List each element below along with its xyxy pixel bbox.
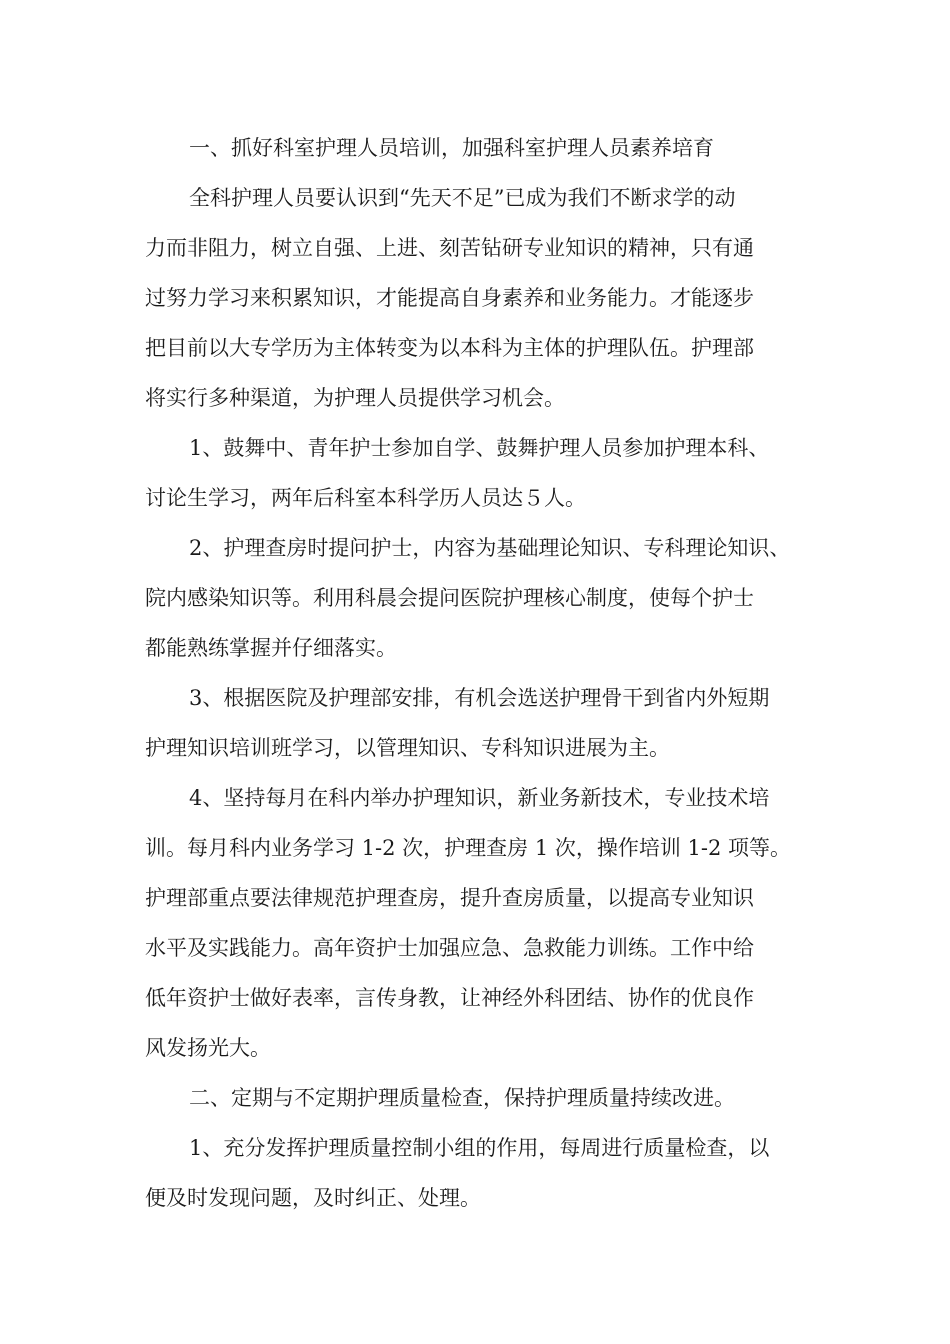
paragraph-line: 风发扬光大。 bbox=[145, 1036, 271, 1060]
list-item-1: 1、鼓舞中、青年护士参加自学、鼓舞护理人员参加护理本科、 bbox=[189, 436, 770, 460]
list-item-3: 3、根据医院及护理部安排，有机会选送护理骨干到省内外短期 bbox=[189, 686, 770, 710]
paragraph-line: 把目前以大专学历为主体转变为以本科为主体的护理队伍。护理部 bbox=[145, 336, 754, 360]
paragraph-line: 讨论生学习，两年后科室本科学历人员达５人。 bbox=[145, 486, 586, 510]
paragraph-line: 护理部重点要法律规范护理查房，提升查房质量，以提高专业知识 bbox=[145, 886, 754, 910]
paragraph-line: 将实行多种渠道，为护理人员提供学习机会。 bbox=[145, 386, 565, 410]
paragraph-line: 护理知识培训班学习，以管理知识、专科知识进展为主。 bbox=[145, 736, 670, 760]
paragraph-line: 力而非阻力，树立自强、上进、刻苦钻研专业知识的精神，只有通 bbox=[145, 236, 754, 260]
paragraph-line: 院内感染知识等。利用科晨会提问医院护理核心制度，使每个护士 bbox=[145, 586, 754, 610]
paragraph-line: 过努力学习来积累知识，才能提高自身素养和业务能力。才能逐步 bbox=[145, 286, 754, 310]
list-item-2: 2、护理查房时提问护士，内容为基础理论知识、专科理论知识、 bbox=[189, 536, 791, 560]
list-item-4: 4、坚持每月在科内举办护理知识，新业务新技术，专业技术培 bbox=[189, 786, 770, 810]
list-item-1: 1、充分发挥护理质量控制小组的作用，每周进行质量检查，以 bbox=[189, 1136, 770, 1160]
paragraph-line: 训。每月科内业务学习 1-2 次，护理查房 1 次，操作培训 1-2 项等。 bbox=[145, 836, 792, 860]
document-body bbox=[145, 123, 810, 1223]
paragraph-line: 水平及实践能力。高年资护士加强应急、急救能力训练。工作中给 bbox=[145, 936, 754, 960]
paragraph-line: 全科护理人员要认识到“先天不足”已成为我们不断求学的动 bbox=[189, 186, 736, 210]
paragraph-line: 都能熟练掌握并仔细落实。 bbox=[145, 636, 397, 660]
paragraph-line: 便及时发现问题，及时纠正、处理。 bbox=[145, 1186, 481, 1210]
section-heading-1: 一、抓好科室护理人员培训，加强科室护理人员素养培育 bbox=[189, 136, 714, 160]
paragraph-line: 低年资护士做好表率，言传身教，让神经外科团结、协作的优良作 bbox=[145, 986, 754, 1010]
section-heading-2: 二、定期与不定期护理质量检查，保持护理质量持续改进。 bbox=[189, 1086, 735, 1110]
